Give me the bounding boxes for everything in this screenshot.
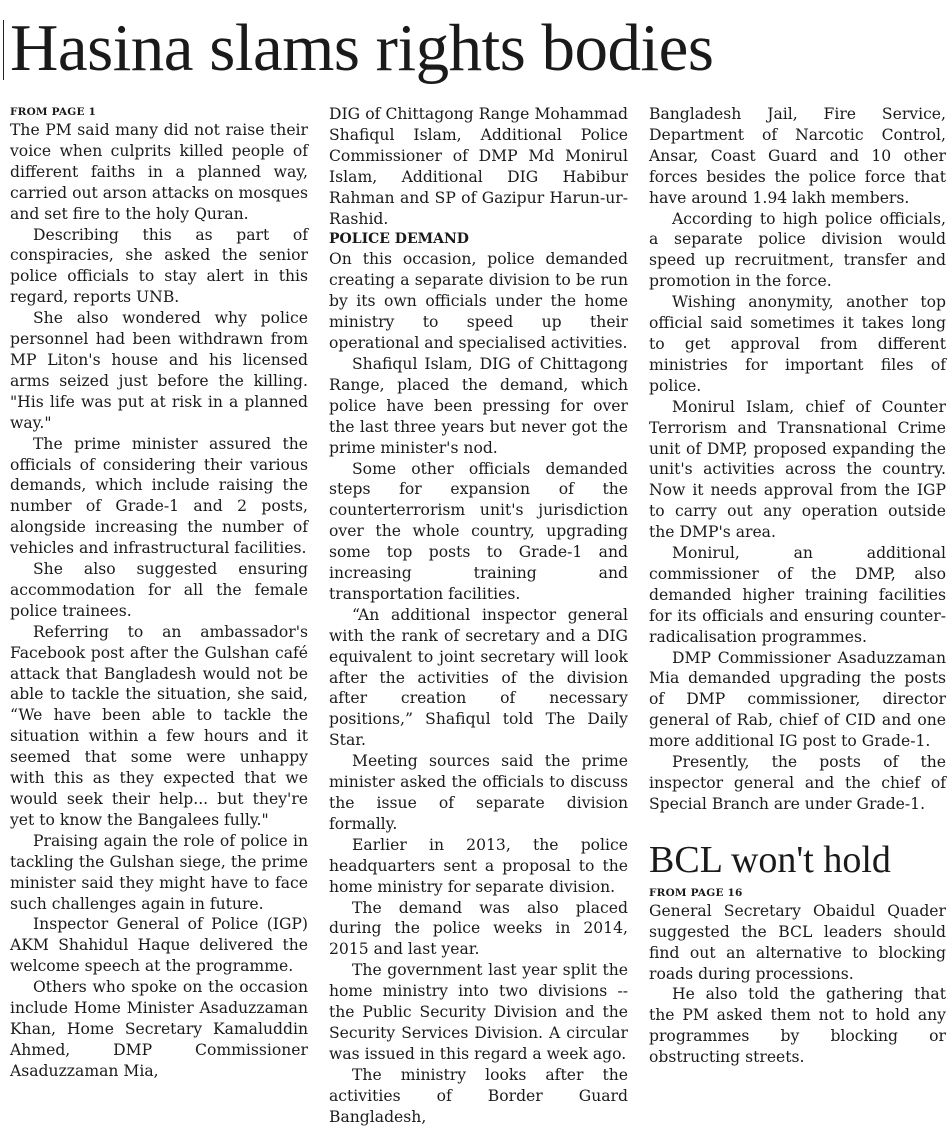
paragraph: Monirul Islam, chief of Counter Terrorism and Transnational Crime unit of DMP, proposed expanding the unit's activities across the country. Now it needs approval from the IGP to carry out any operation outside the DMP's area. [649,397,946,542]
column-2-body [329,249,628,1127]
paragraph: Describing this as part of conspiracies, she asked the senior police officials to stay alert in this regard, reports UNB. [10,225,308,307]
paragraph: The demand was also placed during the police weeks in 2014, 2015 and last year. [329,898,628,959]
paragraph: According to high police officials, a separate police division would speed up recruitment, transfer and promotion in the force. [649,209,946,291]
article-headline: Hasina slams rights bodies [10,11,714,85]
paragraph: Bangladesh Jail, Fire Service, Department of Narcotic Control, Ansar, Coast Guard and 10 other forces besides the police force that have around 1.94 lakh members. [649,105,946,207]
paragraph: DIG of Chittagong Range Mohammad Shafiqul Islam, Additional Police Commissioner of DMP Md Monirul Islam, Additional DIG Habibur Rahman and SP of Gazipur Harun-ur-Rashid. [329,105,628,228]
article-column-3 [649,104,946,1067]
jump-kicker: FROM PAGE 1 [10,106,97,118]
paragraph: Praising again the role of police in tackling the Gulshan siege, the prime minister said they might have to face such challenges again in future. [10,831,308,913]
paragraph: Earlier in 2013, the police headquarters sent a proposal to the home ministry for separate division. [329,835,628,896]
second-article-headline: BCL won't hold [649,838,891,881]
paragraph: Others who spoke on the occasion include Home Minister Asaduzzaman Khan, Home Secretary Kamaluddin Ahmed, DMP Commissioner Asaduzzaman Mia, [10,978,308,1080]
paragraph: The PM said many did not raise their voice when culprits killed people of different faiths in a planned way, carried out arson attacks on mosques and set fire to the holy Quran. [10,121,308,223]
article-column-2 [329,104,628,1126]
paragraph: The ministry looks after the activities of Border Guard Bangladesh, [329,1065,628,1126]
column-2-body-top [329,104,628,229]
paragraph: Presently, the posts of the inspector general and the chief of Special Branch are under Grade-1. [649,753,946,813]
column-3-body [649,104,946,815]
paragraph: Some other officials demanded steps for expansion of the counterterrorism unit's jurisdiction over the whole country, upgrading some top posts to Grade-1 and increasing training and transportation facilities. [329,459,628,603]
paragraph: Monirul, an additional commissioner of the DMP, also demanded higher training facilities for its officials and ensuring counter-radicalisation programmes. [649,544,946,646]
second-article-kicker: FROM PAGE 16 [649,886,743,899]
paragraph: She also wondered why police personnel had been withdrawn from MP Liton's house and his licensed arms seized just before the killing. "His life was put at risk in a planned way." [10,309,308,432]
paragraph: He also told the gathering that the PM asked them not to hold any programmes by blocking or obstructing streets. [649,985,946,1067]
section-subhead: POLICE DEMAND [329,231,469,248]
paragraph: Referring to an ambassador's Facebook post after the Gulshan café attack that Bangladesh would not be able to tackle the situation, she said, “We have been able to tackle the situation within a few hours and it seemed that some were unhappy with this as they expected that we would seek their help... but they're yet to know the Bangalees fully." [10,622,308,829]
paragraph: Meeting sources said the prime minister asked the officials to discuss the issue of separate division formally. [329,752,628,833]
paragraph: Shafiqul Islam, DIG of Chittagong Range, placed the demand, which police have been pressing for over the last three years but never got the prime minister's nod. [329,354,628,457]
paragraph: The prime minister assured the officials of considering their various demands, which include raising the number of Grade-1 and 2 posts, alongside increasing the number of vehicles and infrastructural facilities. [10,434,308,558]
paragraph: Wishing anonymity, another top official said sometimes it takes long to get approval from different ministries for important files of police. [649,293,946,395]
column-rule [3,20,4,80]
paragraph: DMP Commissioner Asaduzzaman Mia demanded upgrading the posts of DMP commissioner, director general of Rab, chief of CID and one more additional IG post to Grade-1. [649,648,946,751]
paragraph: “An additional inspector general with the rank of secretary and a DIG equivalent to joint secretary will look after the activities of the division after creation of necessary positions,” Shafiqul told The Daily Star. [329,605,628,750]
paragraph: She also suggested ensuring accommodation for all the female police trainees. [10,560,308,620]
paragraph: On this occasion, police demanded creating a separate division to be run by its own officials under the home ministry to speed up their operational and specialised activities. [329,250,628,353]
paragraph: General Secretary Obaidul Quader suggested the BCL leaders should find out an alternative to blocking roads during processions. [649,901,946,983]
second-article-body [649,901,946,1068]
paragraph: The government last year split the home ministry into two divisions -- the Public Security Division and the Security Services Division. A circular was issued in this regard a week ago. [329,961,628,1063]
article-column-1 [10,104,308,1080]
column-1-body [10,120,308,1082]
paragraph: Inspector General of Police (IGP) AKM Shahidul Haque delivered the welcome speech at the programme. [10,915,308,976]
